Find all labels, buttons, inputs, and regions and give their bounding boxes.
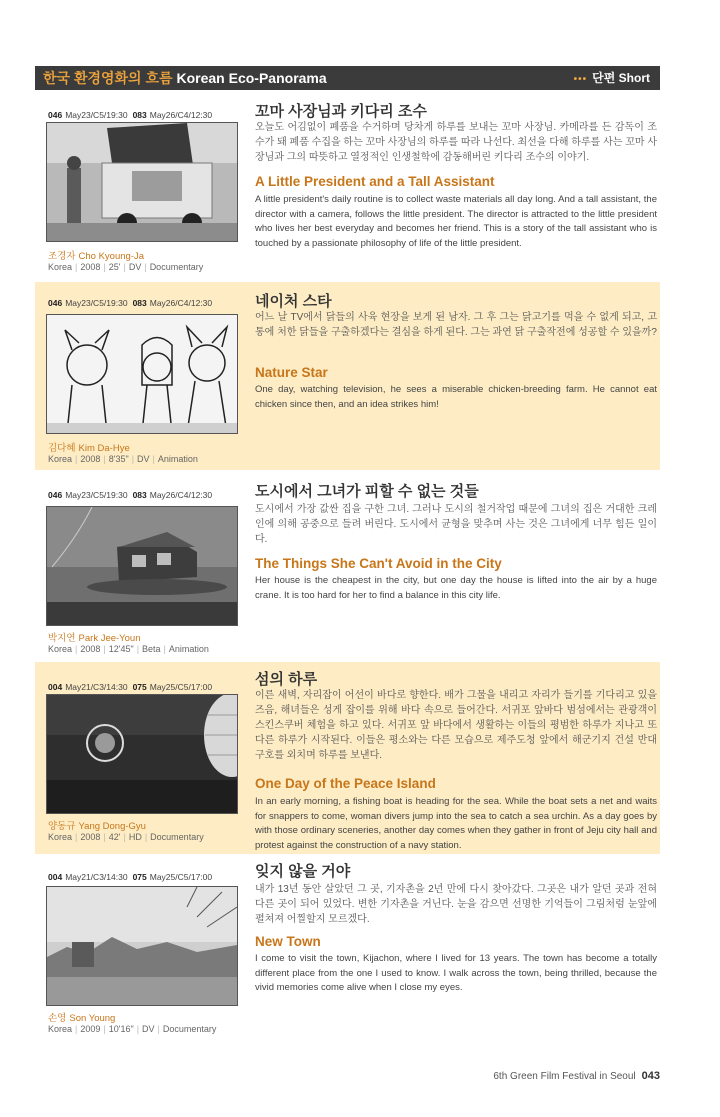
synopsis-en: In an early morning, a fishing boat is heading for the sea. While the boat sets a net and waits for snappers to come, woman divers jump into the sea to catch a sea urchin. As a day goes by with those ordinary sceneries, another day comes when they gather in front of Jeju city hall and protest against the construction of a navy station. [255,796,657,851]
film-format: DV [142,1024,155,1034]
director-name [48,630,141,644]
film-title-en: One Day of the Peace Island [255,776,436,791]
director-name-ko: 손영 [48,1013,67,1024]
synopsis-ko: 내가 13년 동안 살았던 그 곳, 기자촌을 2년 만에 다시 찾아갔다. 그곳은 내가 알던 곳과 전혀 다른 곳이 되어 있었다. 변한 기자촌을 거닌다. 눈을 감으면 선명한 기억들이 그림처럼 눈앞에 펼쳐져 어찔할지 모르겠다. [255,884,657,925]
section-title [43,66,327,90]
film-country: Korea [48,644,73,654]
director-name [48,818,146,832]
film-runtime: 10'16" [108,1024,134,1034]
page-footer [493,1070,660,1082]
film-title-en: New Town [255,934,321,949]
screening-schedule [48,682,212,692]
director-name [48,440,130,454]
screening-code: 046 [48,298,63,308]
film-genre: Documentary [162,1024,217,1034]
film-year: 2008 [80,262,101,272]
screening-code: 004 [48,872,63,882]
director-name-en: Son Young [69,1013,116,1024]
film-title-en: The Things She Can't Avoid in the City [255,556,502,571]
film-title-ko: 섬의 하루 [255,671,318,688]
film-country: Korea [48,262,73,272]
film-year: 2008 [80,644,101,654]
director-name-en: Cho Kyoung-Ja [78,251,145,262]
screening-code: 075 [132,682,147,692]
screening-schedule [48,110,212,120]
screening-time: May25/C5/17:00 [149,872,213,882]
film-format: Beta [142,644,161,654]
section-header [35,66,660,90]
screening-code: 083 [132,490,147,500]
film-format: HD [128,832,142,842]
director-name [48,1010,115,1024]
page-number: 043 [641,1070,660,1082]
film-title-en: Nature Star [255,365,328,380]
film-year: 2008 [80,454,101,464]
screening-code: 083 [132,298,147,308]
screening-time: May26/C4/12:30 [149,298,213,308]
director-name [48,248,144,262]
section-title-en: Korean Eco-Panorama [176,70,327,86]
film-title-en: A Little President and a Tall Assistant [255,174,495,189]
director-name-ko: 조경자 [48,251,76,262]
category-text: 단편 Short [592,71,650,85]
film-title-ko: 꼬마 사장님과 키다리 조수 [255,103,427,120]
screening-code: 075 [132,872,147,882]
film-country: Korea [48,832,73,842]
synopsis-en: I come to visit the town, Kijachon, where I lived for 13 years. The town has become a totally different place from the one I used to know. I walk across the town, being thrilled, because the vivid memories come alive when I close my eyes. [255,953,657,993]
screening-schedule [48,298,212,308]
screening-code: 046 [48,110,63,120]
synopsis-ko: 이른 새벽, 자리잡이 어선이 바다로 향한다. 배가 그물을 내리고 자리가 들기를 기다리고 있을 즈음, 해녀들은 성게 잡이를 위해 바다 속으로 들어간다. 서귀포 앞바다 범섬에서는 관광객이 스킨스쿠버 체험을 하고 있다. 서귀포 앞 바다에서 생활하는 이들의 평범한 하루가 지나고 또 다른 하루가 시작된다. 이들은 평소와는 다른 모습으로 제주도청 앞에서 해군기지 건설 반대 구호를 외치며 하루를 보낸다. [255,690,657,761]
film-genre: Documentary [150,832,204,842]
festival-name: 6th Green Film Festival in Seoul [493,1071,636,1082]
film-format: DV [128,262,142,272]
screening-time: May23/C5/19:30 [65,110,128,120]
film-still [46,314,238,434]
film-entry [35,858,660,1038]
film-meta: Korea | 2009 | 10'16" | DV | Documentary [48,1024,217,1034]
screening-time: May21/C3/14:30 [65,682,128,692]
film-country: Korea [48,1024,73,1034]
film-still [46,694,238,814]
director-name-ko: 박지연 [48,633,76,644]
film-runtime: 42' [108,832,121,842]
category-label [574,66,650,90]
film-title-ko: 네이처 스타 [255,293,332,310]
film-runtime: 8'35" [108,454,129,464]
synopsis-en: A little president's daily routine is to collect waste materials all day long. And a tall assistant, the director with a camera, follows the little president. The director is attracted to the little president who lives her best everyday and becomes her friend. This is a story of the tall assistant who is touched by a passionate philosophy of life of the little president. [255,194,657,249]
film-still [46,122,238,242]
screening-time: May23/C5/19:30 [65,298,128,308]
film-title-ko: 잊지 않을 거야 [255,863,351,880]
film-meta: Korea | 2008 | 12'45" | Beta | Animation [48,644,209,654]
screening-code: 046 [48,490,63,500]
director-name-ko: 김다혜 [48,443,76,454]
film-title-ko: 도시에서 그녀가 피할 수 없는 것들 [255,483,479,500]
film-year: 2008 [80,832,101,842]
screening-time: May26/C4/12:30 [149,490,213,500]
screening-code: 004 [48,682,63,692]
synopsis-ko: 오늘도 어김없이 폐품을 수거하며 당차게 하루를 보내는 꼬마 사장님. 카메라를 든 감독이 조수가 돼 폐품 수집을 하는 꼬마 사장님의 하루를 따라 나선다. 최선을 다해 하루를 사는 꼬마 사장님과 그의 따뜻하고 열정적인 인생철학에 감동해버린 키다리 조수의 이야기. [255,122,657,163]
film-runtime: 12'45" [108,644,134,654]
film-still [46,506,238,626]
director-name-en: Yang Dong-Gyu [78,821,146,832]
synopsis-en: One day, watching television, he sees a miserable chicken-breeding farm. He cannot eat chicken since then, and an idea strikes him! [255,384,657,410]
screening-schedule [48,490,212,500]
film-genre: Animation [157,454,198,464]
synopsis-en: Her house is the cheapest in the city, but one day the house is lifted into the air by a huge crane. It is too hard for her to find a balance in this city life. [255,575,657,601]
film-year: 2009 [80,1024,101,1034]
film-meta: Korea | 2008 | 25' | DV | Documentary [48,262,204,272]
synopsis-ko: 도시에서 가장 값싼 집을 구한 그녀. 그러나 도시의 철거작업 때문에 그녀의 집은 거대한 크레인에 의해 공중으로 들려 버린다. 도시에서 균형을 맞추며 사는 것은 그녀에게 너무 힘든 일이다. [255,504,657,545]
director-name-ko: 양동규 [48,821,76,832]
director-name-en: Park Jee-Youn [78,633,141,644]
film-genre: Documentary [149,262,204,272]
film-format: DV [137,454,150,464]
film-country: Korea [48,454,73,464]
director-name-en: Kim Da-Hye [78,443,130,454]
film-still [46,886,238,1006]
section-title-ko: 한국 환경영화의 흐름 [43,70,173,86]
film-entry [35,662,660,854]
film-genre: Animation [168,644,209,654]
film-meta: Korea | 2008 | 42' | HD | Documentary [48,832,204,842]
film-meta: Korea | 2008 | 8'35" | DV | Animation [48,454,198,464]
bullet-dots: ••• [573,74,588,85]
screening-code: 083 [132,110,147,120]
screening-time: May25/C5/17:00 [149,682,213,692]
screening-schedule [48,872,212,882]
film-entry [35,100,660,276]
film-runtime: 25' [108,262,121,272]
screening-time: May21/C3/14:30 [65,872,128,882]
screening-time: May26/C4/12:30 [149,110,213,120]
synopsis-ko: 어느 날 TV에서 닭들의 사육 현장을 보게 된 남자. 그 후 그는 닭고기를 먹을 수 없게 되고, 고통에 처한 닭들을 구출하겠다는 결심을 하게 된다. 그는 과연 닭 구출작전에 성공할 수 있을까? [255,312,657,338]
film-entry [35,478,660,658]
screening-time: May23/C5/19:30 [65,490,128,500]
film-entry [35,282,660,470]
